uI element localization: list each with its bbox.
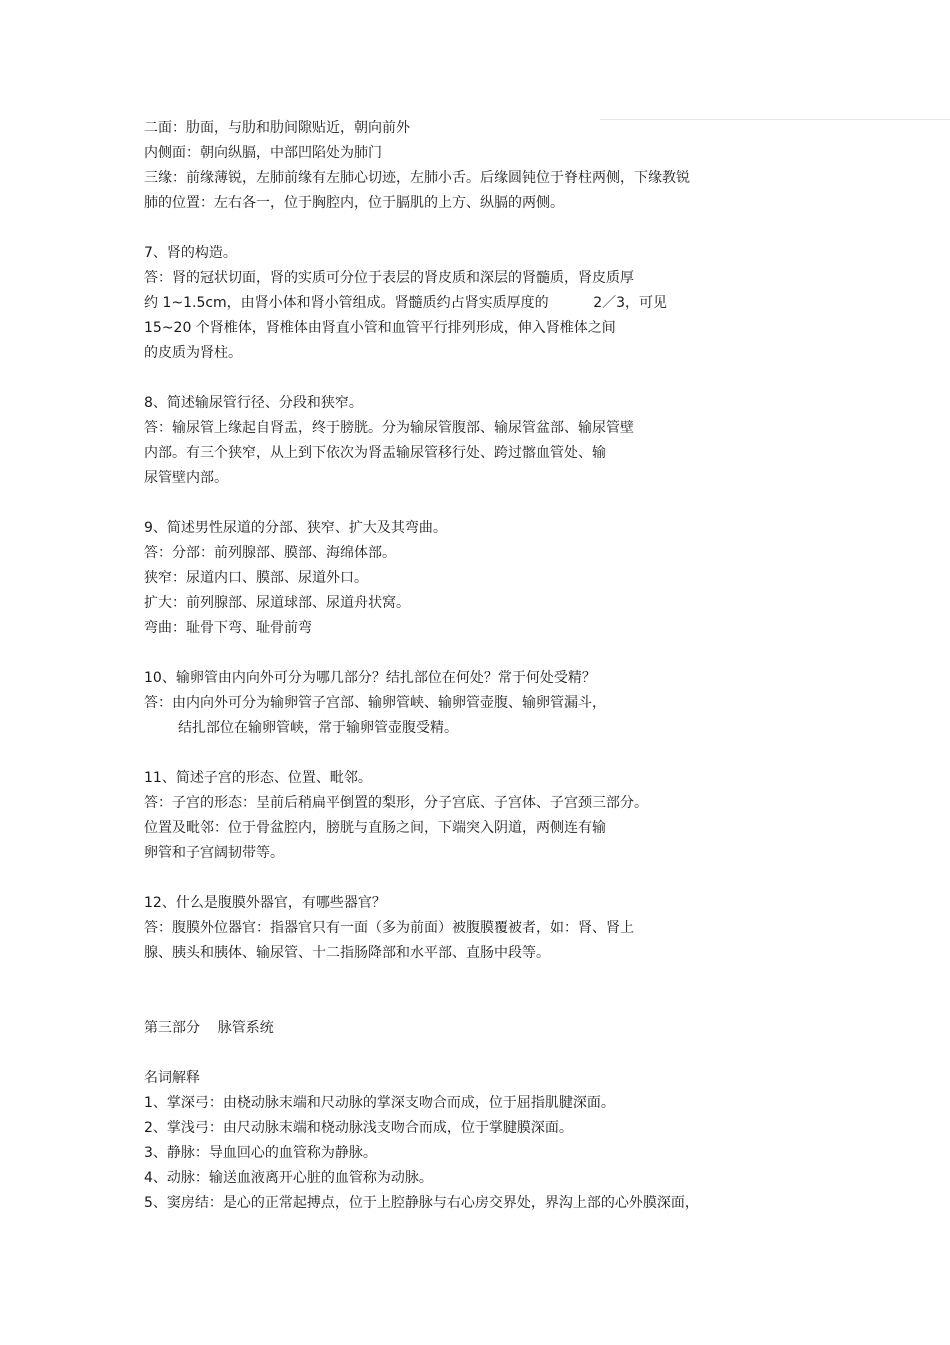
- text-line: 内侧面：朝向纵膈，中部凹陷处为肺门: [144, 145, 382, 161]
- answer-line: 卵管和子宫阔韧带等。: [144, 845, 284, 861]
- question-title: 10、输卵管由内向外可分为哪几部分？结扎部位在何处？常于何处受精？: [144, 670, 596, 686]
- spacer: [144, 366, 904, 391]
- question-title: 7、肾的构造。: [144, 245, 237, 261]
- answer-line: 答：分部：前列腺部、膜部、海绵体部。: [144, 545, 396, 561]
- term-item: 4、动脉：输送血液离开心脏的血管称为动脉。: [144, 1170, 433, 1186]
- spacer: [144, 866, 904, 891]
- answer-line: 答：子宫的形态：呈前后稍扁平倒置的梨形，分子宫底、子宫体、子宫颈三部分。: [144, 795, 648, 811]
- question-9: [144, 516, 904, 641]
- spacer: [144, 966, 904, 1016]
- term-item: 5、窦房结：是心的正常起搏点，位于上腔静脉与右心房交界处，界沟上部的心外膜深面，: [144, 1195, 699, 1211]
- answer-line: 15~20 个肾椎体，肾椎体由肾直小管和血管平行排列形成，伸入肾椎体之间: [144, 320, 616, 336]
- answer-line: 答：肾的冠状切面，肾的实质可分位于表层的肾皮质和深层的肾髓质，肾皮质厚: [144, 270, 634, 286]
- question-title: 9、简述男性尿道的分部、狭窄、扩大及其弯曲。: [144, 520, 447, 536]
- text-line: 二面：肋面，与肋和肋间隙贴近，朝向前外: [144, 120, 410, 136]
- answer-line: 腺、胰头和胰体、输尿管、十二指肠降部和水平部、直肠中段等。: [144, 945, 550, 961]
- question-8: [144, 391, 904, 491]
- question-12: [144, 891, 904, 966]
- answer-line: 答：腹膜外位器官：指器官只有一面（多为前面）被腹膜覆被者，如：肾、肾上: [144, 920, 634, 936]
- lung-section: [144, 116, 904, 216]
- section-title: 第三部分 脉管系统: [144, 1020, 274, 1036]
- answer-line: 扩大：前列腺部、尿道球部、尿道舟状窝。: [144, 595, 410, 611]
- question-title: 11、简述子宫的形态、位置、毗邻。: [144, 770, 372, 786]
- spacer: [144, 641, 904, 666]
- term-item: 3、静脉：导血回心的血管称为静脉。: [144, 1145, 377, 1161]
- document-page: [144, 116, 904, 1216]
- answer-line: 尿管壁内部。: [144, 470, 228, 486]
- answer-line: 答：由内向外可分为输卵管子宫部、输卵管峡、输卵管壶腹、输卵管漏斗，: [144, 695, 606, 711]
- term-item: 2、掌浅弓：由尺动脉末端和桡动脉浅支吻合而成，位于掌腱膜深面。: [144, 1120, 573, 1136]
- answer-line-indented: 结扎部位在输卵管峡，常于输卵管壶腹受精。: [178, 720, 458, 736]
- answer-line: 答：输尿管上缘起自肾盂，终于膀胱。分为输尿管腹部、输尿管盆部、输尿管壁: [144, 420, 634, 436]
- question-11: [144, 766, 904, 866]
- question-10: [144, 666, 904, 741]
- answer-line: 弯曲：耻骨下弯、耻骨前弯: [144, 620, 312, 636]
- answer-line: 内部。有三个狭窄，从上到下依次为肾盂输尿管移行处、跨过髂血管处、输: [144, 445, 606, 461]
- question-title: 8、简述输尿管行径、分段和狭窄。: [144, 395, 363, 411]
- answer-line: 的皮质为肾柱。: [144, 345, 242, 361]
- spacer: [144, 741, 904, 766]
- answer-line: 位置及毗邻：位于骨盆腔内，膀胱与直肠之间，下端突入阴道，两侧连有输: [144, 820, 606, 836]
- spacer: [144, 216, 904, 241]
- question-7: [144, 241, 904, 366]
- text-line: 肺的位置：左右各一，位于胸腔内，位于膈肌的上方、纵膈的两侧。: [144, 195, 564, 211]
- question-title: 12、什么是腹膜外器官，有哪些器官？: [144, 895, 386, 911]
- answer-line: 约 1~1.5cm，由肾小体和肾小管组成。肾髓质约占肾实质厚度的 2／3，可见: [144, 295, 668, 311]
- term-item: 1、掌深弓：由桡动脉末端和尺动脉的掌深支吻合而成，位于屈指肌腱深面。: [144, 1095, 615, 1111]
- terms-heading: 名词解释: [144, 1070, 200, 1086]
- spacer: [144, 1041, 904, 1066]
- answer-line: 狭窄：尿道内口、膜部、尿道外口。: [144, 570, 368, 586]
- spacer: [144, 491, 904, 516]
- text-line: 三缘：前缘薄锐，左肺前缘有左肺心切迹，左肺小舌。后缘圆钝位于脊柱两侧，下缘教锐: [144, 170, 690, 186]
- part-three-section: [144, 1016, 904, 1216]
